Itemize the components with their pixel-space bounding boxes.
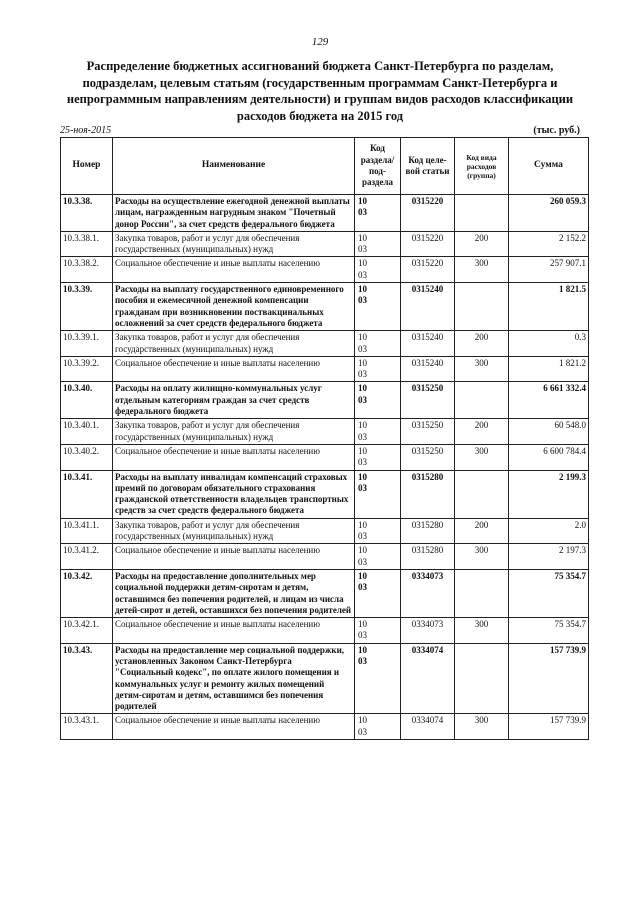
row-podrazdel: 03: [358, 630, 367, 641]
table-row: [61, 195, 589, 232]
row-name: Социальное обеспечение и иные выплаты населению: [113, 544, 355, 570]
row-podrazdel: 03: [358, 655, 367, 666]
table-header-row: [61, 138, 589, 195]
row-name: Расходы на предоставление мер социальной поддержки, установленных Законом Санкт-Петербурга "Социальный кодекс", по оплате жилого помещения и коммунальных услуг и ремонту жилых помещений детям-сиротам и детям, оставшимся без попечения родителей: [113, 643, 355, 714]
row-article-code: 0315220: [401, 195, 455, 232]
row-name: Закупка товаров, работ и услуг для обеспечения государственных (муниципальных) нужд: [113, 518, 355, 544]
row-section-code: [355, 257, 401, 283]
row-expense-type: [455, 569, 509, 617]
row-amount: 260 059.3: [509, 195, 589, 232]
row-article-code: 0334073: [401, 618, 455, 644]
row-number: 10.3.41.1.: [61, 518, 113, 544]
row-number: 10.3.40.1.: [61, 419, 113, 445]
row-name: Закупка товаров, работ и услуг для обеспечения государственных (муниципальных) нужд: [113, 419, 355, 445]
row-expense-type: 200: [455, 231, 509, 257]
row-amount: 257 907.1: [509, 257, 589, 283]
table-row: [61, 544, 589, 570]
row-section-code: [355, 419, 401, 445]
row-podrazdel: 03: [358, 343, 367, 354]
row-razdel: 10: [358, 420, 367, 431]
row-podrazdel: 03: [358, 457, 367, 468]
row-amount: 157 739.9: [509, 643, 589, 714]
table-row: [61, 382, 589, 419]
row-section-code: [355, 714, 401, 740]
row-amount: 6 661 332.4: [509, 382, 589, 419]
row-expense-type: 300: [455, 356, 509, 382]
header-article: Код целе- вой статьи: [401, 138, 455, 195]
row-name: Социальное обеспечение и иные выплаты населению: [113, 714, 355, 740]
row-amount: 75 354.7: [509, 618, 589, 644]
row-name: Расходы на выплату государственного единовременного пособия и ежемесячной денежной компенсации гражданам при возникновении поствакцинальных осложнений за счет средств федерального бюджета: [113, 283, 355, 331]
header-section: Код раздела/ под- раздела: [355, 138, 401, 195]
row-razdel: 10: [358, 332, 367, 343]
row-amount: 75 354.7: [509, 569, 589, 617]
row-podrazdel: 03: [358, 244, 367, 255]
table-row: [61, 569, 589, 617]
row-number: 10.3.43.1.: [61, 714, 113, 740]
table-row: [61, 518, 589, 544]
row-number: 10.3.39.2.: [61, 356, 113, 382]
row-amount: 2 197.3: [509, 544, 589, 570]
row-section-code: [355, 444, 401, 470]
row-expense-type: [455, 643, 509, 714]
row-podrazdel: 03: [358, 394, 367, 405]
table-row: [61, 618, 589, 644]
row-article-code: 0315250: [401, 419, 455, 445]
header-amount: Сумма: [509, 138, 589, 195]
row-podrazdel: 03: [358, 556, 367, 567]
row-expense-type: [455, 470, 509, 518]
row-expense-type: 300: [455, 444, 509, 470]
row-expense-type: 300: [455, 257, 509, 283]
table-row: [61, 283, 589, 331]
row-section-code: [355, 470, 401, 518]
row-podrazdel: 03: [358, 295, 367, 306]
row-name: Закупка товаров, работ и услуг для обеспечения государственных (муниципальных) нужд: [113, 231, 355, 257]
row-podrazdel: 03: [358, 207, 367, 218]
row-podrazdel: 03: [358, 531, 367, 542]
row-expense-type: 200: [455, 419, 509, 445]
row-name: Расходы на оплату жилищно-коммунальных услуг отдельным категориям граждан за счет средств федерального бюджета: [113, 382, 355, 419]
row-razdel: 10: [358, 644, 367, 655]
row-name: Закупка товаров, работ и услуг для обеспечения государственных (муниципальных) нужд: [113, 331, 355, 357]
row-article-code: 0315280: [401, 518, 455, 544]
row-article-code: 0334073: [401, 569, 455, 617]
row-article-code: 0315280: [401, 544, 455, 570]
row-razdel: 10: [358, 715, 367, 726]
document-date: 25-ноя-2015: [60, 125, 112, 136]
row-razdel: 10: [358, 445, 367, 456]
row-expense-type: 300: [455, 544, 509, 570]
row-number: 10.3.40.: [61, 382, 113, 419]
table-body: [61, 195, 589, 740]
row-podrazdel: 03: [358, 726, 367, 737]
row-razdel: 10: [358, 570, 367, 581]
row-section-code: [355, 544, 401, 570]
row-number: 10.3.41.: [61, 470, 113, 518]
row-section-code: [355, 518, 401, 544]
row-number: 10.3.42.: [61, 569, 113, 617]
row-number: 10.3.38.1.: [61, 231, 113, 257]
row-amount: 2 152.2: [509, 231, 589, 257]
table-row: [61, 444, 589, 470]
row-section-code: [355, 618, 401, 644]
table-row: [61, 643, 589, 714]
row-podrazdel: 03: [358, 269, 367, 280]
row-name: Социальное обеспечение и иные выплаты населению: [113, 444, 355, 470]
row-podrazdel: 03: [358, 482, 367, 493]
row-podrazdel: 03: [358, 431, 367, 442]
table-row: [61, 257, 589, 283]
row-section-code: [355, 382, 401, 419]
row-section-code: [355, 331, 401, 357]
row-section-code: [355, 195, 401, 232]
row-number: 10.3.40.2.: [61, 444, 113, 470]
row-amount: 60 548.0: [509, 419, 589, 445]
table-row: [61, 419, 589, 445]
row-section-code: [355, 569, 401, 617]
row-expense-type: 200: [455, 331, 509, 357]
row-amount: 6 600 784.4: [509, 444, 589, 470]
row-article-code: 0315240: [401, 283, 455, 331]
row-amount: 1 821.2: [509, 356, 589, 382]
row-razdel: 10: [358, 619, 367, 630]
row-number: 10.3.43.: [61, 643, 113, 714]
header-expense-type: Код вида расходов (группа): [455, 138, 509, 195]
row-amount: 2.0: [509, 518, 589, 544]
row-razdel: 10: [358, 258, 367, 269]
row-amount: 1 821.5: [509, 283, 589, 331]
row-section-code: [355, 283, 401, 331]
row-name: Социальное обеспечение и иные выплаты населению: [113, 257, 355, 283]
row-article-code: 0315250: [401, 444, 455, 470]
row-name: Расходы на предоставление дополнительных мер социальной поддержки детям-сиротам и детям, оставшимся без попечения родителей, и лицам из числа детей-сирот и детей, оставшихся без попечения родителей: [113, 569, 355, 617]
row-razdel: 10: [358, 383, 367, 394]
row-name: Социальное обеспечение и иные выплаты населению: [113, 618, 355, 644]
row-expense-type: [455, 283, 509, 331]
row-expense-type: 300: [455, 618, 509, 644]
row-article-code: 0334074: [401, 714, 455, 740]
row-expense-type: [455, 195, 509, 232]
row-amount: 2 199.3: [509, 470, 589, 518]
table-row: [61, 331, 589, 357]
row-razdel: 10: [358, 545, 367, 556]
row-section-code: [355, 231, 401, 257]
row-expense-type: [455, 382, 509, 419]
row-article-code: 0315240: [401, 356, 455, 382]
row-article-code: 0315220: [401, 257, 455, 283]
row-name: Социальное обеспечение и иные выплаты населению: [113, 356, 355, 382]
row-article-code: 0315250: [401, 382, 455, 419]
row-razdel: 10: [358, 471, 367, 482]
row-number: 10.3.39.1.: [61, 331, 113, 357]
row-razdel: 10: [358, 232, 367, 243]
units-label: (тыс. руб.): [533, 125, 580, 136]
row-article-code: 0315220: [401, 231, 455, 257]
budget-table: [60, 137, 589, 740]
row-section-code: [355, 356, 401, 382]
row-expense-type: 200: [455, 518, 509, 544]
row-expense-type: 300: [455, 714, 509, 740]
row-number: 10.3.41.2.: [61, 544, 113, 570]
header-number: Номер: [61, 138, 113, 195]
row-number: 10.3.38.: [61, 195, 113, 232]
row-number: 10.3.38.2.: [61, 257, 113, 283]
row-razdel: 10: [358, 357, 367, 368]
row-razdel: 10: [358, 519, 367, 530]
row-article-code: 0315280: [401, 470, 455, 518]
row-razdel: 10: [358, 284, 367, 295]
row-podrazdel: 03: [358, 369, 367, 380]
document-title: Распределение бюджетных ассигнований бюджета Санкт-Петербурга по разделам, подразделам, целевым статьям (государственным программам Санкт-Петербурга и непрограммным направлениям деятельности) и группам видов расходов классификации расходов бюджета на 2015 год: [66, 59, 574, 123]
page-number: 129: [311, 36, 329, 48]
row-razdel: 10: [358, 196, 367, 206]
row-article-code: 0334074: [401, 643, 455, 714]
row-number: 10.3.42.1.: [61, 618, 113, 644]
table-row: [61, 470, 589, 518]
row-number: 10.3.39.: [61, 283, 113, 331]
row-article-code: 0315240: [401, 331, 455, 357]
header-name: Наименование: [113, 138, 355, 195]
table-row: [61, 356, 589, 382]
row-section-code: [355, 643, 401, 714]
row-name: Расходы на осуществление ежегодной денежной выплаты лицам, награжденным нагрудным знаком "Почетный донор России", за счет средств федерального бюджета: [113, 195, 355, 232]
table-row: [61, 231, 589, 257]
row-podrazdel: 03: [358, 582, 367, 593]
row-amount: 157 739.9: [509, 714, 589, 740]
row-name: Расходы на выплату инвалидам компенсаций страховых премий по договорам обязательного страхования гражданской ответственности владельцев транспортных средств за счет средств федерального бюджета: [113, 470, 355, 518]
table-row: [61, 714, 589, 740]
row-amount: 0.3: [509, 331, 589, 357]
